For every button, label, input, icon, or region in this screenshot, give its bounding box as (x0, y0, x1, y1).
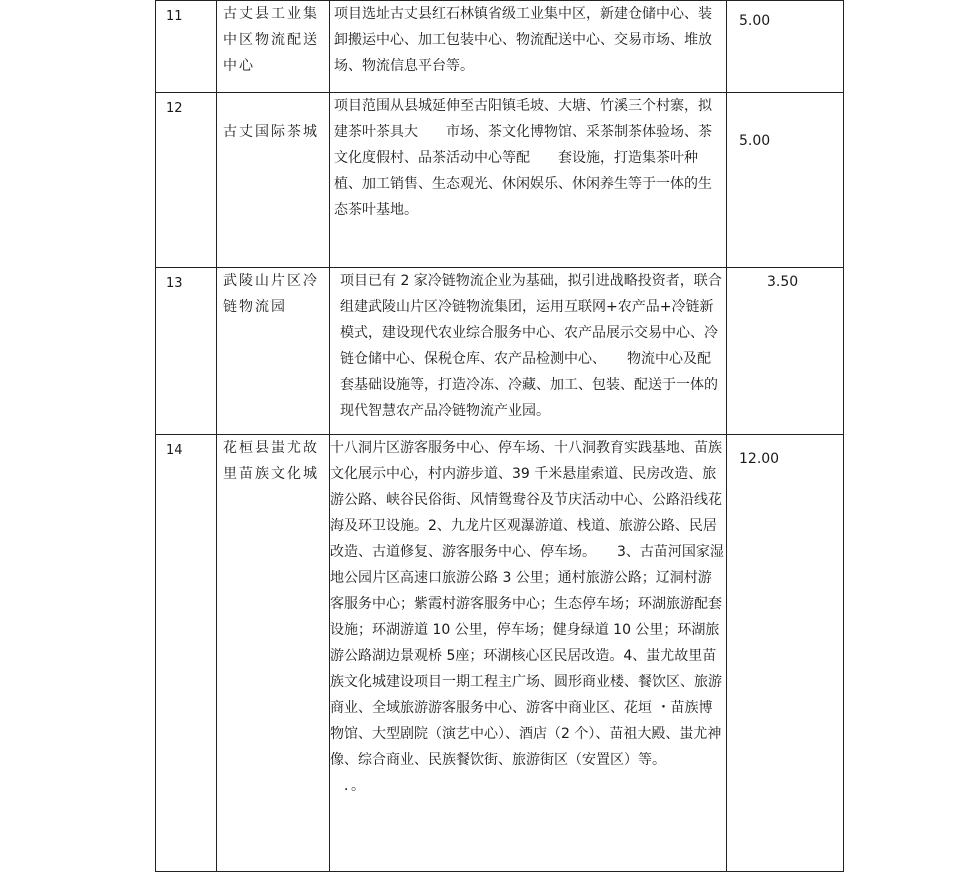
row-number: 13 (156, 268, 217, 435)
investment-amount: 5.00 (727, 1, 844, 93)
project-name: 古丈县工业集中区物流配送中心 (217, 1, 330, 93)
table-row (156, 435, 844, 872)
investment-amount: 3.50 (727, 268, 844, 435)
project-description: 项目已有 2 家冷链物流企业为基础，拟引进战略投资者，联合组建武陵山片区冷链物流集团，运用互联网+农产品+冷链新模式，建设现代农业综合服务中心、农产品展示交易中心、冷链仓储中心、保税仓库、农产品检测中心、 物流中心及配套基础设施等，打造冷冻、冷藏、加工、包装、配送于一体的现代智慧农产品冷链物流产业园。 (330, 268, 727, 435)
project-name: 花桓县蚩尤故里苗族文化城 (217, 435, 330, 872)
project-name: 古丈国际茶城 (217, 93, 330, 268)
table-row (156, 268, 844, 435)
project-description: 项目选址古丈县红石林镇省级工业集中区，新建仓储中心、装卸搬运中心、加工包装中心、物流配送中心、交易市场、堆放场、物流信息平台等。 (330, 1, 727, 93)
row-number: 14 (156, 435, 217, 872)
project-table (155, 0, 844, 872)
investment-amount: 5.00 (727, 93, 844, 268)
row-number: 11 (156, 1, 217, 93)
row-number: 12 (156, 93, 217, 268)
description-text: 十八洞片区游客服务中心、停车场、十八洞教育实践基地、苗族文化展示中心，村内游步道、39 千米悬崖索道、民房改造、旅游公路、峡谷民俗街、风情鸳鸯谷及节庆活动中心、公路沿线花海及环卫设施。2、九龙片区观瀑游道、栈道、旅游公路、民居改造、古道修复、游客服务中心、停车场。 3、古苗河国家湿地公园片区高速口旅游公路 3 公里；通村旅游公路；辽洞村游客服务中心；紫霞村游客服务中心；生态停车场；环湖旅游配套设施；环湖游道 10 公里，停车场；健身绿道 10 公里；环湖旅游公路湖边景观桥 5座；环湖核心区民居改造。4、蚩尤故里苗族文化城建设项目一期工程主广场、圆形商业楼、餐饮区、旅游商业、全域旅游游客服务中心、游客中商业区、花垣 ・苗族博物馆、大型剧院（演艺中心）、酒店（2 个）、苗祖大殿、蚩尤神像、综合商业、民族餐饮街、旅游街区（安置区）等。 (330, 440, 724, 768)
description-tail: ．。 (344, 778, 365, 794)
table-row (156, 1, 844, 93)
table-row (156, 93, 844, 268)
project-description: 项目范围从县城延伸至古阳镇毛坡、大塘、竹溪三个村寨，拟建茶叶茶具大 市场、茶文化博物馆、采茶制茶体验场、茶文化度假村、品茶活动中心等配 套设施，打造集茶叶种植、加工销售、生态观光、休闲娱乐、休闲养生等于一体的生态茶叶基地。 (330, 93, 727, 268)
investment-amount: 12.00 (727, 435, 844, 872)
project-description (330, 435, 727, 872)
project-name: 武陵山片区冷链物流园 (217, 268, 330, 435)
